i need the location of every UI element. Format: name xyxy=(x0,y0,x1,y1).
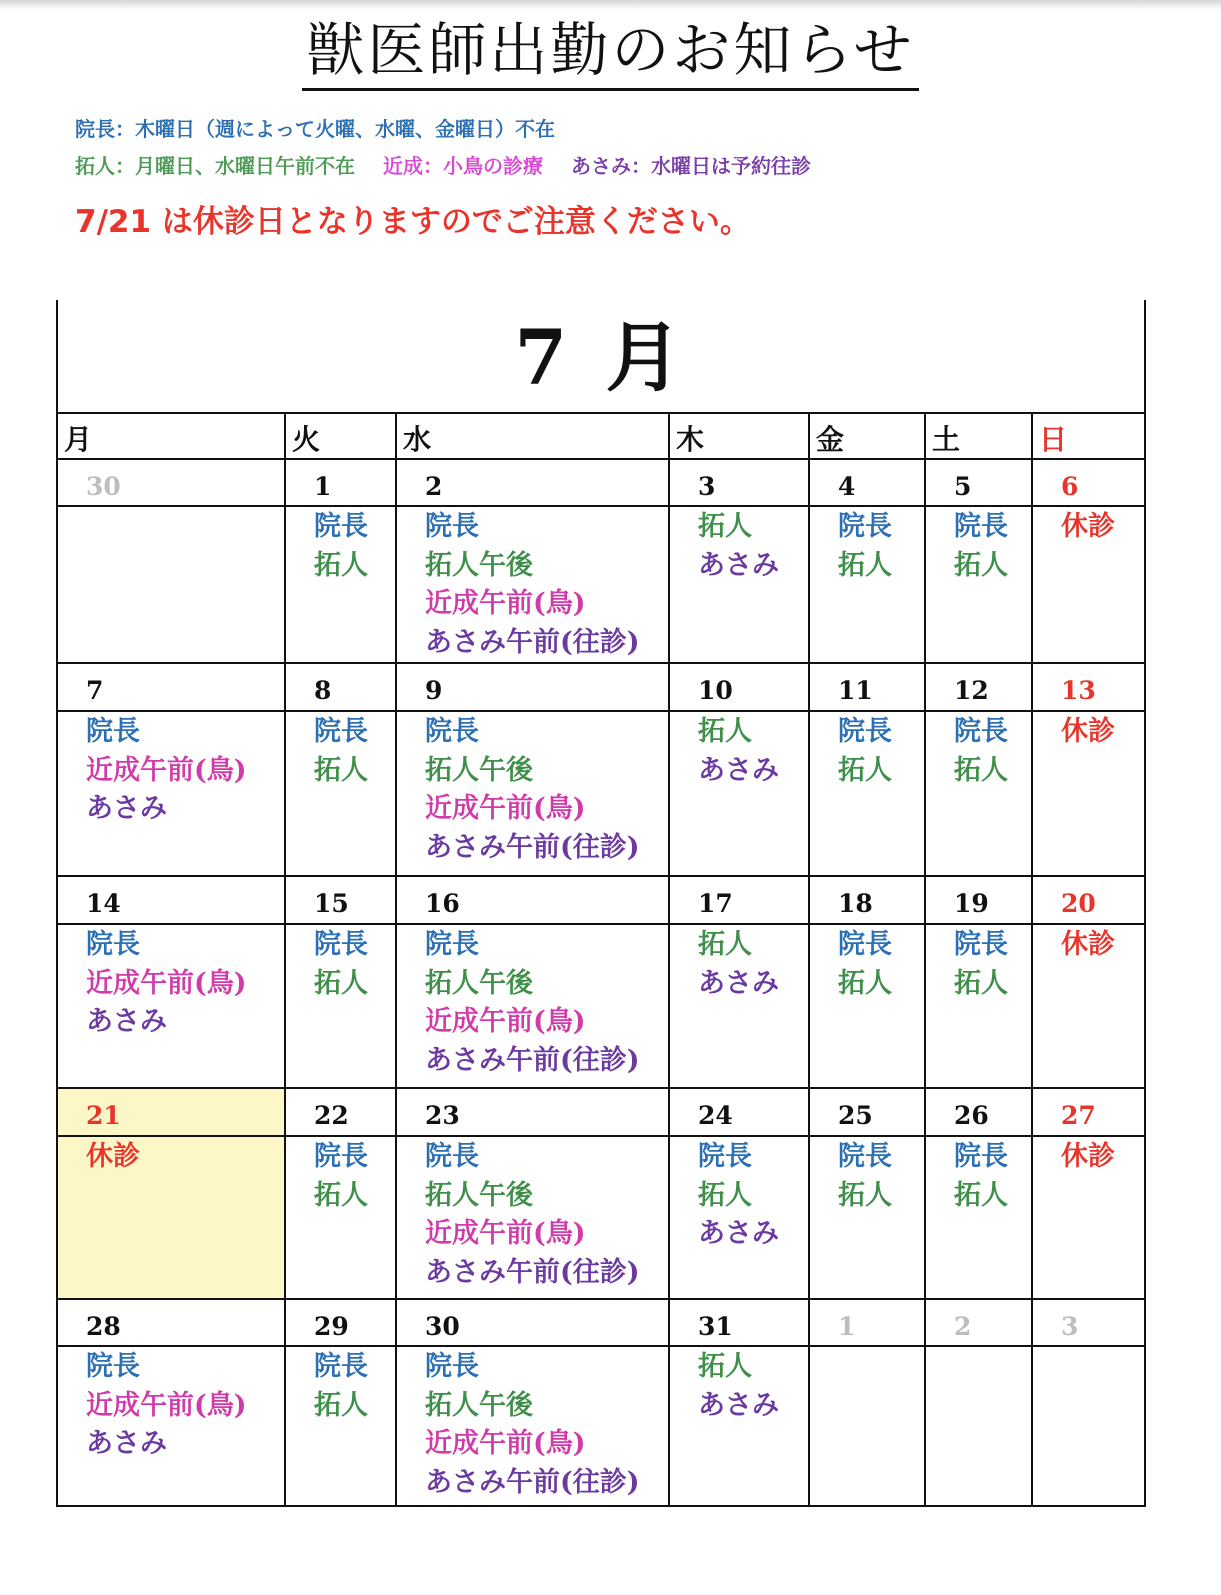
calendar-border-right xyxy=(1144,300,1146,1505)
calendar-border-left xyxy=(56,300,58,1505)
shift-entry: 院長 xyxy=(314,511,368,542)
day-number: 5 xyxy=(954,472,972,501)
weekday-header: 金 xyxy=(816,423,845,456)
day-number: 12 xyxy=(954,676,989,705)
page-title xyxy=(0,10,1221,91)
day-number: 11 xyxy=(838,676,873,705)
shift-entry: 院長 xyxy=(425,511,479,542)
day-number: 19 xyxy=(954,889,989,918)
shift-entry: 休診 xyxy=(1061,929,1115,960)
closure-notice: 7/21 は休診日となりますのでご注意ください。 xyxy=(75,204,751,240)
day-number: 29 xyxy=(314,1312,349,1341)
shift-entry: 院長 xyxy=(838,929,892,960)
shift-entry: 拓人 xyxy=(954,754,1008,786)
shift-entry: あさみ午前(往診) xyxy=(425,1256,640,1288)
day-number: 24 xyxy=(698,1101,733,1130)
day-number: 13 xyxy=(1061,676,1096,705)
shift-entry: 拓人 xyxy=(314,754,368,786)
shift-entry: あさみ xyxy=(698,754,779,786)
shift-entry: 休診 xyxy=(1061,716,1115,747)
day-number: 15 xyxy=(314,889,349,918)
shift-entry: 院長 xyxy=(314,716,368,747)
day-number: 23 xyxy=(425,1101,460,1130)
day-number: 30 xyxy=(425,1312,460,1341)
shift-entry: 近成午前(鳥) xyxy=(425,1428,586,1459)
shift-entry: 拓人 xyxy=(698,1179,752,1211)
day-number: 2 xyxy=(954,1312,972,1341)
day-number: 16 xyxy=(425,889,460,918)
shift-entry: 院長 xyxy=(954,511,1008,542)
weekday-header: 水 xyxy=(403,423,432,456)
shift-entry: 拓人午後 xyxy=(425,549,533,581)
shift-entry: 拓人 xyxy=(698,929,752,960)
weekday-header: 火 xyxy=(292,423,321,456)
grid-line xyxy=(56,662,1146,664)
shift-entry: 院長 xyxy=(425,929,479,960)
info-takuto: 拓人：月曜日、水曜日午前不在 xyxy=(75,154,355,178)
day-number: 9 xyxy=(425,676,443,705)
day-number: 26 xyxy=(954,1101,989,1130)
shift-entry: あさみ xyxy=(698,1218,779,1249)
shift-entry: 院長 xyxy=(425,1351,479,1382)
shift-entry: 拓人 xyxy=(954,549,1008,581)
day-number: 2 xyxy=(425,472,443,501)
shift-entry: 拓人 xyxy=(698,716,752,747)
shift-entry: 拓人 xyxy=(838,549,892,581)
grid-line xyxy=(56,923,1146,925)
shift-entry: 拓人 xyxy=(838,754,892,786)
day-number: 28 xyxy=(86,1312,121,1341)
shift-entry: あさみ xyxy=(86,1006,167,1037)
shift-entry: 近成午前(鳥) xyxy=(425,1218,586,1249)
top-shade xyxy=(0,0,1221,10)
grid-line xyxy=(56,710,1146,712)
day-number: 27 xyxy=(1061,1101,1096,1130)
shift-entry: 拓人 xyxy=(954,1179,1008,1211)
shift-entry: 院長 xyxy=(86,716,140,747)
shift-entry: あさみ xyxy=(698,967,779,999)
shift-entry: 拓人 xyxy=(314,967,368,999)
shift-entry: 近成午前(鳥) xyxy=(425,1006,586,1037)
grid-line xyxy=(56,1087,1146,1089)
calendar-month: 7 月 xyxy=(514,313,688,402)
shift-entry: 拓人 xyxy=(314,549,368,581)
shift-entry: 院長 xyxy=(314,1351,368,1382)
shift-entry: 院長 xyxy=(838,716,892,747)
shift-entry: 院長 xyxy=(425,716,479,747)
shift-entry: 休診 xyxy=(86,1141,140,1172)
grid-line xyxy=(56,458,1146,460)
shift-entry: 院長 xyxy=(954,716,1008,747)
grid-line xyxy=(56,1298,1146,1300)
grid-line xyxy=(668,412,670,1505)
day-number: 25 xyxy=(838,1101,873,1130)
shift-entry: 院長 xyxy=(954,929,1008,960)
day-number: 8 xyxy=(314,676,332,705)
day-number: 21 xyxy=(86,1101,121,1130)
grid-line xyxy=(1031,412,1033,1505)
shift-entry: 拓人午後 xyxy=(425,1389,533,1421)
day-number: 10 xyxy=(698,676,733,705)
day-number: 22 xyxy=(314,1101,349,1130)
day-number: 30 xyxy=(86,472,121,501)
day-number: 31 xyxy=(698,1312,733,1341)
grid-line xyxy=(924,412,926,1505)
page-title-text: 獣医師出勤のお知らせ xyxy=(302,12,918,91)
shift-entry: 院長 xyxy=(838,1141,892,1172)
shift-entry: 院長 xyxy=(425,1141,479,1172)
calendar xyxy=(56,300,1146,1505)
info-konari: 近成：小鳥の診療 xyxy=(383,154,543,178)
day-number: 7 xyxy=(86,676,104,705)
shift-entry: 休診 xyxy=(1061,511,1115,542)
info-director: 院長：木曜日（週によって火曜、水曜、金曜日）不在 xyxy=(75,117,555,141)
shift-entry: 近成午前(鳥) xyxy=(425,588,586,619)
shift-entry: 院長 xyxy=(954,1141,1008,1172)
grid-line xyxy=(56,412,1146,414)
shift-entry: 院長 xyxy=(86,929,140,960)
shift-entry: 近成午前(鳥) xyxy=(86,967,247,999)
shift-entry: 拓人 xyxy=(698,511,752,542)
shift-entry: 院長 xyxy=(314,929,368,960)
shift-entry: 拓人 xyxy=(314,1389,368,1421)
shift-entry: あさみ xyxy=(698,1389,779,1421)
shift-entry: 院長 xyxy=(838,511,892,542)
day-number: 3 xyxy=(698,472,716,501)
shift-entry: あさみ xyxy=(698,549,779,581)
day-number: 1 xyxy=(838,1312,856,1341)
grid-line xyxy=(56,875,1146,877)
weekday-header: 日 xyxy=(1039,423,1068,456)
day-number: 3 xyxy=(1061,1312,1079,1341)
shift-entry: 拓人 xyxy=(838,1179,892,1211)
shift-entry: あさみ午前(往診) xyxy=(425,626,640,658)
day-number: 4 xyxy=(838,472,856,501)
shift-entry: 拓人 xyxy=(954,967,1008,999)
shift-entry: 近成午前(鳥) xyxy=(425,793,586,824)
grid-line xyxy=(284,412,286,1505)
shift-entry: 休診 xyxy=(1061,1141,1115,1172)
shift-entry: 拓人午後 xyxy=(425,967,533,999)
grid-line xyxy=(395,412,397,1505)
grid-line xyxy=(56,505,1146,507)
grid-line xyxy=(808,412,810,1505)
shift-entry: 拓人 xyxy=(698,1351,752,1382)
weekday-header: 木 xyxy=(676,423,705,456)
day-number: 1 xyxy=(314,472,332,501)
shift-entry: 院長 xyxy=(86,1351,140,1382)
day-number: 17 xyxy=(698,889,733,918)
shift-entry: 拓人午後 xyxy=(425,1179,533,1211)
shift-entry: 拓人 xyxy=(838,967,892,999)
grid-line xyxy=(56,1135,1146,1137)
weekday-header: 土 xyxy=(932,423,961,456)
shift-entry: 拓人 xyxy=(314,1179,368,1211)
shift-entry: 近成午前(鳥) xyxy=(86,754,247,786)
day-number: 6 xyxy=(1061,472,1079,501)
shift-entry: あさみ午前(往診) xyxy=(425,1044,640,1076)
info-asami: あさみ：水曜日は予約往診 xyxy=(571,154,811,178)
weekday-header: 月 xyxy=(64,423,93,456)
day-number: 14 xyxy=(86,889,121,918)
shift-entry: あさみ午前(往診) xyxy=(425,831,640,863)
shift-entry: あさみ xyxy=(86,793,167,824)
grid-line xyxy=(56,1345,1146,1347)
grid-line xyxy=(56,1505,1146,1507)
shift-entry: 近成午前(鳥) xyxy=(86,1389,247,1421)
info-staff xyxy=(75,150,811,179)
shift-entry: あさみ午前(往診) xyxy=(425,1466,640,1498)
shift-entry: 拓人午後 xyxy=(425,754,533,786)
shift-entry: あさみ xyxy=(86,1428,167,1459)
shift-entry: 院長 xyxy=(698,1141,752,1172)
day-number: 18 xyxy=(838,889,873,918)
day-number: 20 xyxy=(1061,889,1096,918)
shift-entry: 院長 xyxy=(314,1141,368,1172)
